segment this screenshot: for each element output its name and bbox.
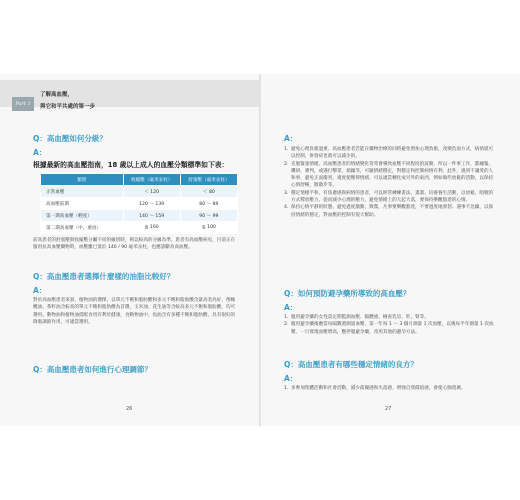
- table-cell: 高血壓前期: [41, 198, 124, 210]
- list-item: 2. 服用避孕藥後應當每隔數週測量血壓，第一年每 1 ～ 3 個月測量 1 次血壓，以後每半年測量 1 次血壓。一旦發現血壓增高，應停服避孕藥，改用其他的避孕方法。: [284, 322, 494, 335]
- answer-list: [284, 314, 494, 336]
- question-heading: Q：高血壓如何分級？: [33, 134, 107, 143]
- table-cell: ＜ 80: [180, 186, 237, 198]
- chapter-subtitle: 與它和平共處的第一步: [40, 104, 96, 110]
- list-item: 3. 穩定情緒平和。有焦慮感與病情的患者，可以經常練練書法、畫畫、培養養生活動，以放鬆、唱歌的方式釋放壓力，從而減少心理的壓力，避免情緒上的大起大落，要保持樂觀豁達的心情。: [284, 190, 494, 204]
- table-row: [41, 222, 238, 234]
- table-cell: ＜ 120: [123, 186, 180, 198]
- list-item: 2. 克服緊張情緒。高血壓患者的情緒變化常常會導致血壓不同程度的波動，所以一件事工作，都繃緊、鑽研、審判，或遇打擊掌，煩躁等，可隨情緒穩定，對穩定和控制病情有利，此外，遇到不讓愛的人和事，避免正面衝突，適度使壓抑情緒，可以適當轉化成另外的東西，例如做些放鬆的活動，以保持心情舒暢，散散步等。: [284, 161, 494, 189]
- answer-label: A：: [33, 286, 47, 295]
- blood-pressure-table: [40, 173, 238, 234]
- table-row: [41, 198, 238, 210]
- table-cell: 第一期高血壓（輕度）: [41, 210, 124, 222]
- answer-label: A：: [284, 374, 298, 383]
- page-number: 27: [385, 406, 392, 412]
- table-cell: ≧ 160: [123, 222, 180, 234]
- table-cell: 120 ～ 139: [123, 198, 180, 210]
- question-heading: Q：高血壓患者有哪些穩定情緒的良方？: [284, 360, 418, 369]
- paragraph: 前高患者的舒張壓與收縮壓分屬不同的級別時，則以較高的分級為準，患者有高血壓病史，目前正在服用抗高血壓藥物時，血壓雖已低於 140 / 90 毫米汞柱，也應診斷為高血壓。: [33, 238, 236, 251]
- part-badge: Part 1: [12, 97, 34, 111]
- list-item: 1. 多參加集體活動和社會活動，減少孤獨感和失落感，增強自我價值感，會使心胸寬廣。: [284, 386, 466, 391]
- book-spread: [0, 74, 520, 426]
- table-row: [41, 186, 238, 198]
- answer-label: A：: [284, 134, 298, 143]
- table-header: 類別: [41, 174, 124, 186]
- left-page: [0, 74, 259, 426]
- question-heading: Q：如何預防避孕藥所導致的高血壓？: [284, 289, 411, 298]
- table-cell: 140 ～ 159: [123, 210, 180, 222]
- answer-label: A：: [33, 148, 47, 157]
- answer-list: [284, 385, 494, 392]
- table-intro: 根據最新的高血壓指南，18 歲以上成人的血壓分類標準如下表：: [33, 161, 229, 169]
- table-cell: ≧ 100: [180, 222, 237, 234]
- table-header: 舒張壓（毫米汞柱）: [180, 174, 237, 186]
- answer-label: A：: [284, 303, 298, 312]
- paragraph: 對於高血壓患者來說，植物油的選擇，以單元不飽和脂肪酸和多元不飽和脂肪酸含量高者為好，像橄欖油、茶籽油含較高的單元不飽和脂肪酸為首選，玉米油、花生油等含較高多元不飽和脂肪酸，均可選用。動物油和植物油搭配食用有利於健康，食動物油中，魚油含有多種不飽和脂肪酸，具有很好的降脂調節作用，可適當選用。: [33, 298, 236, 325]
- list-item: 1. 服用避孕藥的女性需定期監測血壓、腦體重、檢查乳房、肝、腎等。: [284, 315, 429, 320]
- question-heading: Q：高血壓患者選擇什麼樣的油脂比較好？: [33, 272, 175, 281]
- answer-list: [284, 146, 494, 219]
- table-header: 收縮壓（毫米汞柱）: [123, 174, 180, 186]
- chapter-title: 了解高血壓，: [40, 92, 74, 98]
- table-row: [41, 210, 238, 222]
- question-heading: Q：高血壓患者如何進行心理調節？: [33, 365, 152, 374]
- right-page: [261, 74, 520, 426]
- table-cell: 正常血壓: [41, 186, 124, 198]
- chapter-header: [0, 80, 259, 107]
- list-item: 4. 保持心情平靜的狀態。避免過度激動、興奮，凡事要樂觀豁達，不要過度地發怒；遇事不急躁，以保持情緒的穩定，對血壓的控制有很大幫助。: [284, 205, 494, 218]
- page-number: 26: [126, 406, 133, 412]
- list-item: 1. 避免心理負擔過重。高血壓患者若能在藥物治療的同時避免增加心理負擔，改變負面方式，病情就可以控制，併發症也就可以減少的。: [284, 147, 494, 160]
- table-cell: 80 ～ 89: [180, 198, 237, 210]
- table-cell: 90 ～ 99: [180, 210, 237, 222]
- table-cell: 第二期高血壓（中、重度）: [41, 222, 124, 234]
- table-header-row: [41, 174, 238, 186]
